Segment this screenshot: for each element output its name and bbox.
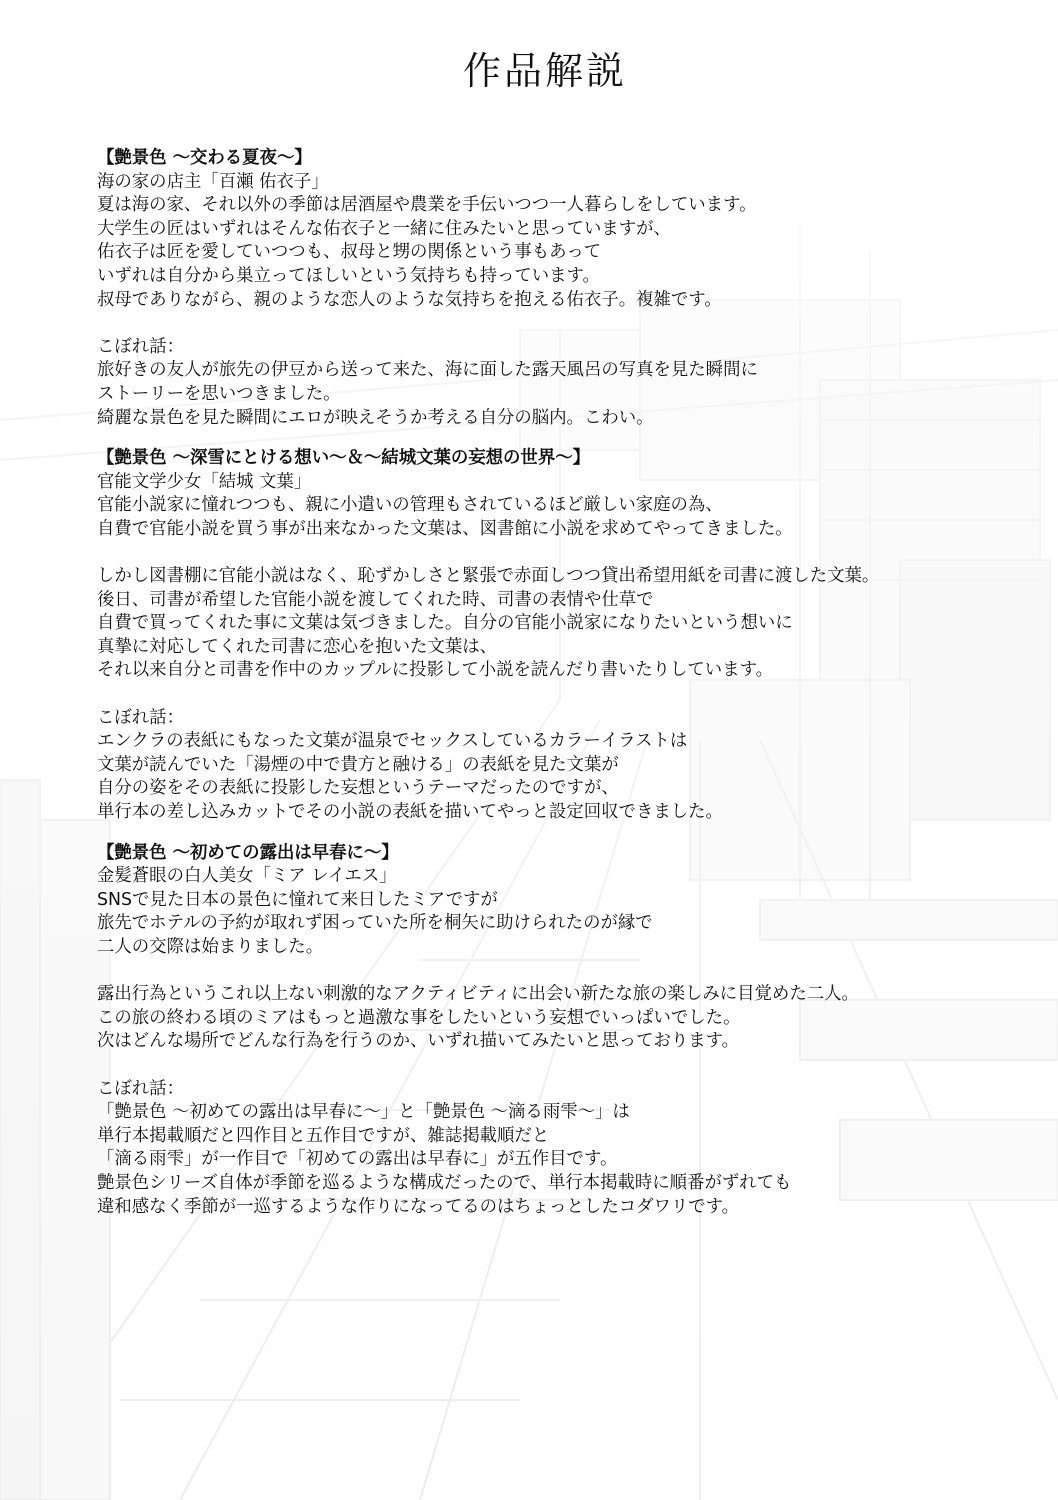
text-line: 「艶景色 ～初めての露出は早春に～」と「艶景色 ～滴る雨雫～」は [97, 1102, 630, 1123]
text-line: 文葉が読んでいた「湯煙の中で貴方と融ける」の表紙を見た文葉が [97, 754, 619, 775]
text-line: 夏は海の家、それ以外の季節は居酒屋や農業を手伝いつつ一人暮らしをしています。 [97, 195, 757, 216]
text-line: 官能文学少女「結城 文葉」 [97, 471, 312, 492]
text-line: 叔母でありながら、親のような恋人のような気持ちを抱える佑衣子。複雑です。 [97, 289, 722, 310]
text-line: SNSで見た日本の景色に憧れて来日したミアですが [97, 889, 498, 910]
text-line: 綺麗な景色を見た瞬間にエロが映えそうか考える自分の脳内。こわい。 [97, 407, 654, 428]
text-line: 官能小説家に憧れつつも、親に小遣いの管理もされているほど厳しい家庭の為、 [97, 495, 723, 516]
text-line: 艶景色シリーズ自体が季節を巡るような構成だったので、単行本掲載時に順番がずれても [97, 1172, 792, 1193]
story-section-2 [97, 447, 1037, 825]
section-heading: 【艶景色 ～深雪にとける想い～＆～結城文葉の妄想の世界～】 [97, 448, 590, 469]
text-line: 単行本掲載順だと四作目と五作目ですが、雑誌掲載順だと [97, 1125, 550, 1146]
story-section-3 [97, 842, 1037, 1220]
text-line: しかし図書棚に官能小説はなく、恥ずかしさと緊張で赤面しつつ貸出希望用紙を司書に渡した文葉。 [97, 566, 880, 587]
bonus-label: こぼれ話： [97, 707, 184, 728]
text-line: 二人の交際は始まりました。 [97, 937, 324, 957]
text-line: 旅好きの友人が旅先の伊豆から送って来た、海に面した露天風呂の写真を見た瞬間に [97, 360, 758, 381]
text-line: 自費で官能小説を買う事が出来なかった文葉は、図書館に小説を求めてやってきました。 [97, 518, 793, 539]
text-line: この旅の終わる頃のミアはもっと過激な事をしたいという妄想でいっぱいでした。 [97, 1007, 741, 1028]
text-line: 真摯に対応してくれた司書に恋心を抱いた文葉は、 [97, 636, 497, 657]
commentary-body [97, 147, 1037, 1219]
text-line: ストーリーを思いつきました。 [97, 383, 341, 404]
section-heading: 【艶景色 ～初めての露出は早春に～】 [97, 842, 399, 863]
text-line: 金髪蒼眼の白人美女「ミア レイエス」 [97, 866, 397, 887]
text-line: それ以来自分と司書を作中のカップルに投影して小説を読んだり書いたりしています。 [97, 660, 773, 681]
text-line: 後日、司書が希望した官能小説を渡してくれた時、司書の表情や仕草で [97, 589, 654, 610]
bonus-label: こぼれ話： [97, 1078, 184, 1099]
text-line: 大学生の匠はいずれはそんな佑衣子と一緒に住みたいと思っていますが、 [97, 218, 671, 239]
text-line: 佑衣子は匠を愛していつつも、叔母と甥の関係という事もあって [97, 242, 602, 263]
text-line: 「滴る雨雫」が一作目で「初めての露出は早春に」が五作目です。 [97, 1149, 618, 1170]
text-line: 自分の姿をその表紙に投影した妄想というテーマだったのですが、 [97, 778, 619, 799]
page-title: 作品解説 [462, 49, 627, 93]
bonus-label: こぼれ話： [97, 336, 184, 357]
section-heading: 【艶景色 ～交わる夏夜～】 [97, 148, 312, 168]
text-line: 自費で買ってくれた事に文葉は気づきました。自分の官能小説家になりたいという想いに [97, 613, 793, 634]
text-line: 海の家の店主「百瀬 佑衣子」 [97, 171, 329, 192]
text-line: 次はどんな場所でどんな行為を行うのか、いずれ描いてみたいと思っております。 [97, 1031, 740, 1052]
story-section-1 [97, 147, 1037, 430]
text-line: 単行本の差し込みカットでその小説の表紙を描いてやっと設定回収できました。 [97, 802, 723, 823]
text-line: 違和感なく季節が一巡するような作りになってるのはちょっとしたコダワリです。 [97, 1196, 740, 1217]
text-line: いずれは自分から巣立ってほしいという気持ちも持っています。 [97, 265, 600, 286]
text-line: 旅先でホテルの予約が取れず困っていた所を桐矢に助けられたのが縁で [97, 913, 653, 934]
text-line: 露出行為というこれ以上ない刺激的なアクティビティに出会い新たな旅の楽しみに目覚めた二人。 [97, 984, 859, 1005]
text-line: エンクラの表紙にもなった文葉が温泉でセックスしているカラーイラストは [97, 731, 688, 752]
